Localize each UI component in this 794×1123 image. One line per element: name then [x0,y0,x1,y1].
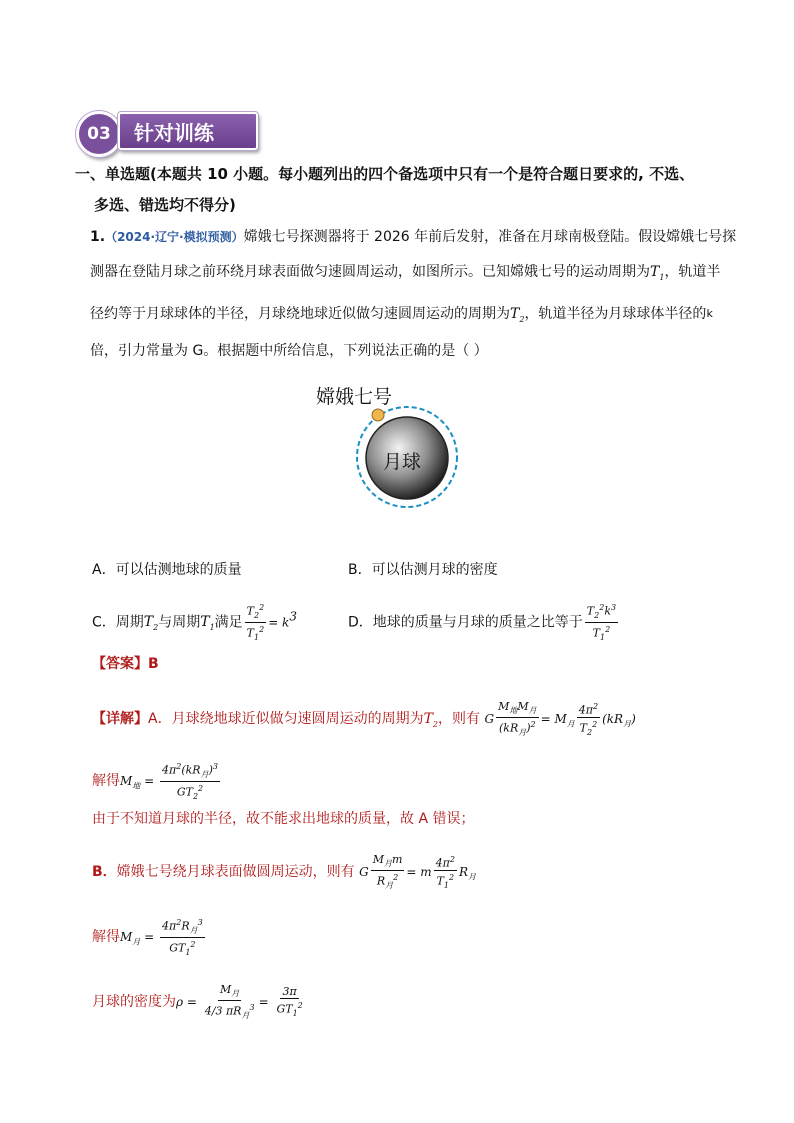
question-text: ，轨道半径为月球球体半径的 [524,306,707,322]
option-d[interactable]: D．地球的质量与月球的质量之比等于 $\frac{T_2^2k^3}{T_1^2}$ [348,603,617,642]
question-1-line4: 倍，引力常量为 G。根据题中所给信息，下列说法正确的是（ ） [90,343,488,359]
question-1-line2 [90,262,720,288]
section-title: 针对训练 [118,112,258,150]
symbol-k: k [706,307,713,320]
section-number-badge: 03 [76,111,122,157]
option-b[interactable]: B．可以估测月球的密度 [348,562,498,578]
question-text: 嫦娥七号探测器将于 2026 年前后发射，准备在月球南极登陆。假设嫦娥七号探 [243,229,737,245]
figure-label-probe: 嫦娥七号 [316,386,393,408]
figure-label-moon: 月球 [383,451,422,473]
section-heading-line2: 多选、错选均不得分) [94,196,236,214]
solve-earth-mass: 解得$M_地$ = $\frac{4\pi^2(kR_月)^3}{GT_2^2}$ [92,762,218,801]
question-1-line3 [90,304,713,330]
conclusion-a: 由于不知道月球的半径，故不能求出地球的质量，故 A 错误； [92,811,475,827]
detail-b-line: B．嫦娥七号绕月球表面做圆周运动，则有 G $\frac{M_月m}{R_月^2}$ = m $\frac{4\pi^2}{T_1^2}$ $R_月$ [92,853,477,891]
question-text: 测器在登陆月球之前环绕月球表面做匀速圆周运动，如图所示。已知嫦娥七号的运动周期为 [90,264,650,280]
question-number: 1. [90,229,106,245]
option-a[interactable]: A．可以估测地球的质量 [92,562,242,578]
question-text: 径约等于月球球体的半径，月球绕地球近似做匀速圆周运动的周期为 [90,306,510,322]
question-1-line1 [90,227,736,247]
moon-density: 月球的密度为ρ = $\frac{M_月}{4/3 \pi R_月^3}$ = $\frac{3\pi}{GT_1^2}$ [92,983,303,1021]
symbol-T1: $T_1$ [650,264,665,282]
solve-moon-mass: 解得$M_月$ = $\frac{4\pi^2R_月^3}{GT_1^2}$ [92,918,203,957]
symbol-T2: $T_2$ [510,306,525,324]
question-source: （2024·辽宁·模拟预测） [105,230,244,244]
question-text: ，轨道半 [664,264,721,280]
detail-a-line: 【详解】A．月球绕地球近似做匀速圆周运动的周期为$T_2$，则有 G $\frac{M_地M_月}{(kR_月)^2}$ = $M_月$ $\frac{4\pi^2}{T_2^2}$ $(kR_月)$ [92,700,636,738]
option-c[interactable]: C．周期$T_2$与周期$T_1$满足 $\frac{T_2^2}{T_1^2}$ = $k^3$ [92,603,297,642]
answer-line: 【答案】B [92,656,159,672]
section-heading-line1: 一、单选题(本题共 10 小题。每小题列出的四个备选项中只有一个是符合题日要求的, 不选、 [75,165,695,183]
probe-dot [372,409,384,421]
